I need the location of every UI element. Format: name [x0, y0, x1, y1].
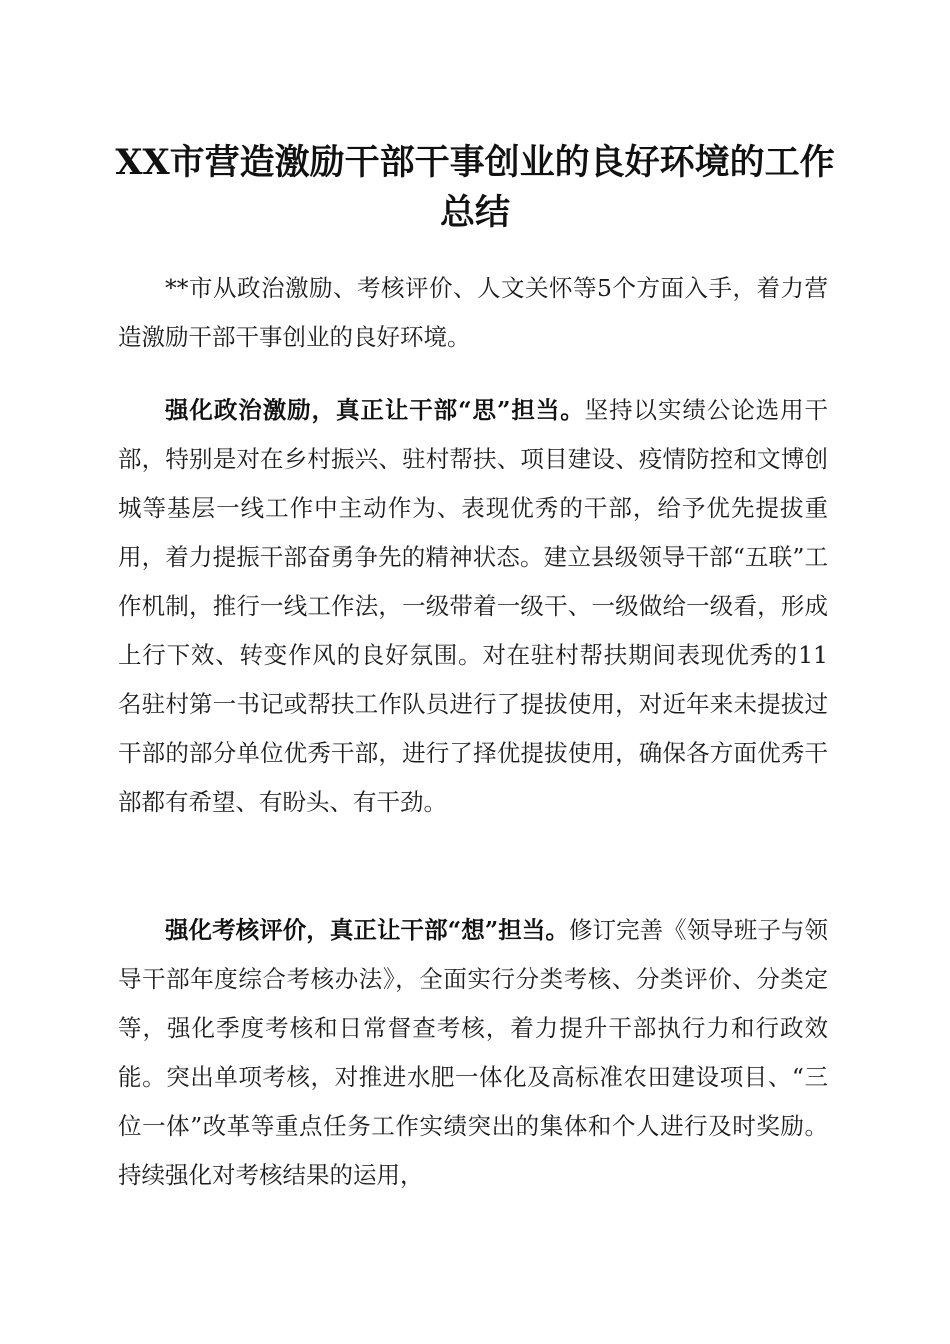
section-paragraph-political-incentive [118, 386, 828, 827]
section-lead: 强化政治激励，真正让干部“思”担当。 [165, 396, 585, 424]
document-title: XX市营造激励干部干事创业的良好环境的工作总结 [115, 142, 835, 233]
section-body: 修订完善《领导班子与领导干部年度综合考核办法》，全面实行分类考核、分类评价、分类定等，强化季度考核和日常督查考核，着力提升干部执行力和行政效能。突出单项考核，对推进水肥一体化及高标准农田建设项目、“三位一体”改革等重点任务工作实绩突出的集体和个人进行及时奖励。持续强化对考核结果的运用， [118, 916, 828, 1189]
intro-paragraph: **市从政治激励、考核评价、人文关怀等5个方面入手，着力营造激励干部干事创业的良好环境。 [118, 274, 828, 351]
section-lead: 强化考核评价，真正让干部“想”担当。 [165, 916, 569, 944]
section-paragraph-assessment [118, 906, 828, 1200]
section-body: 坚持以实绩公论选用干部，特别是对在乡村振兴、驻村帮扶、项目建设、疫情防控和文博创城等基层一线工作中主动作为、表现优秀的干部，给予优先提拔重用，着力提振干部奋勇争先的精神状态。建立县级领导干部“五联”工作机制，推行一线工作法，一级带着一级干、一级做给一级看，形成上行下效、转变作风的良好氛围。对在驻村帮扶期间表现优秀的11名驻村第一书记或帮扶工作队员进行了提拔使用，对近年来未提拔过干部的部分单位优秀干部，进行了择优提拔使用，确保各方面优秀干部都有希望、有盼头、有干劲。 [118, 396, 828, 816]
